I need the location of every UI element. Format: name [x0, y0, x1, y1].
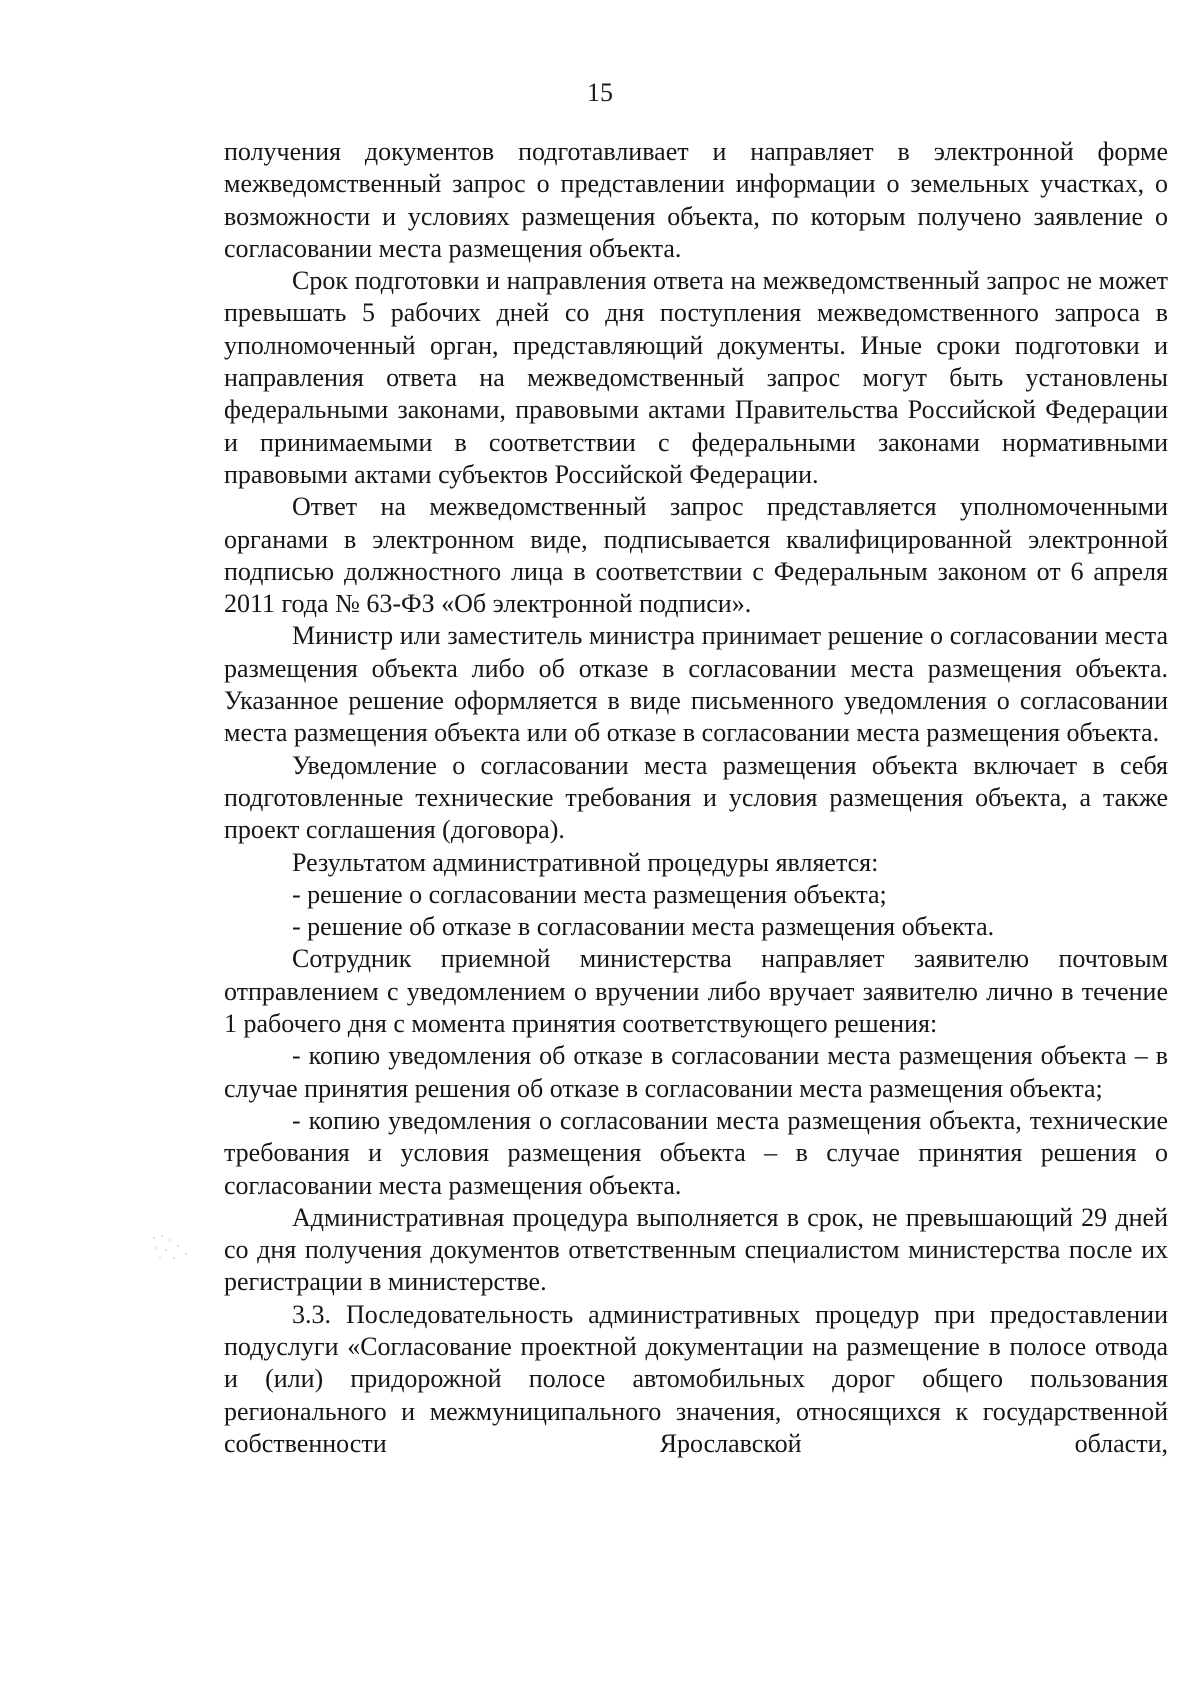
paragraph-7: Сотрудник приемной министерства направляет заявителю почтовым отправлением с уведомлением о вручении либо вручает заявителю лично в течение 1 рабочего дня с момента принятия соответствующего решения: [224, 944, 1168, 1039]
scan-artifact-icon [150, 1232, 200, 1262]
paragraph-2: Срок подготовки и направления ответа на межведомственный запрос не может превышать 5 рабочих дней со дня поступления межведомственного запроса в уполномоченный орган, представляющий документы. Иные сроки подготовки и направления ответа на межведомственный запрос могут быть установлены федеральными законами, правовыми актами Правительства Российской Федерации и принимаемыми в соответствии с федеральными законами нормативными правовыми актами субъектов Российской Федерации. [224, 266, 1168, 489]
list-item-2: - решение об отказе в согласовании места размещения объекта. [292, 912, 995, 942]
list-item-3: - копию уведомления об отказе в согласовании места размещения объекта – в случае принятия решения об отказе в согласовании места размещения объекта; [224, 1041, 1168, 1103]
document-body [224, 136, 1168, 1460]
paragraph-6: Результатом административной процедуры является: [292, 847, 879, 877]
paragraph-4: Министр или заместитель министра принимает решение о согласовании места размещения объекта либо об отказе в согласовании места размещения объекта. Указанное решение оформляется в виде письменного уведомления о согласовании места размещения объекта или об отказе в согласовании места размещения объекта. [224, 621, 1168, 748]
paragraph-8: Административная процедура выполняется в срок, не превышающий 29 дней со дня получения документов ответственным специалистом министерства после их регистрации в министерстве. [224, 1202, 1168, 1297]
paragraph-3: Ответ на межведомственный запрос представляется уполномоченными органами в электронном виде, подписывается квалифицированной электронной подписью должностного лица в соответствии с Федеральным законом от 6 апреля 2011 года № 63-ФЗ «Об электронной подписи». [224, 492, 1168, 619]
paragraph-9: 3.3. Последовательность административных процедур при предоставлении подуслуги «Согласование проектной документации на размещение в полосе отвода и (или) придорожной полосе автомобильных дорог общего пользования регионального и межмуниципального значения, относящихся к государственной собственности Ярославской области, [224, 1299, 1168, 1458]
paragraph-5: Уведомление о согласовании места размещения объекта включает в себя подготовленные технические требования и условия размещения объекта, а также проект соглашения (договора). [224, 750, 1168, 845]
list-item-1: - решение о согласовании места размещения объекта; [292, 879, 887, 909]
paragraph-1: получения документов подготавливает и направляет в электронной форме межведомственный запрос о представлении информации о земельных участках, о возможности и условиях размещения объекта, по которым получено заявление о согласовании места размещения объекта. [224, 137, 1168, 263]
page-number: 15 [587, 78, 613, 107]
list-item-4: - копию уведомления о согласовании места размещения объекта, технические требования и условия размещения объекта – в случае принятия решения о согласовании места размещения объекта. [224, 1105, 1168, 1200]
